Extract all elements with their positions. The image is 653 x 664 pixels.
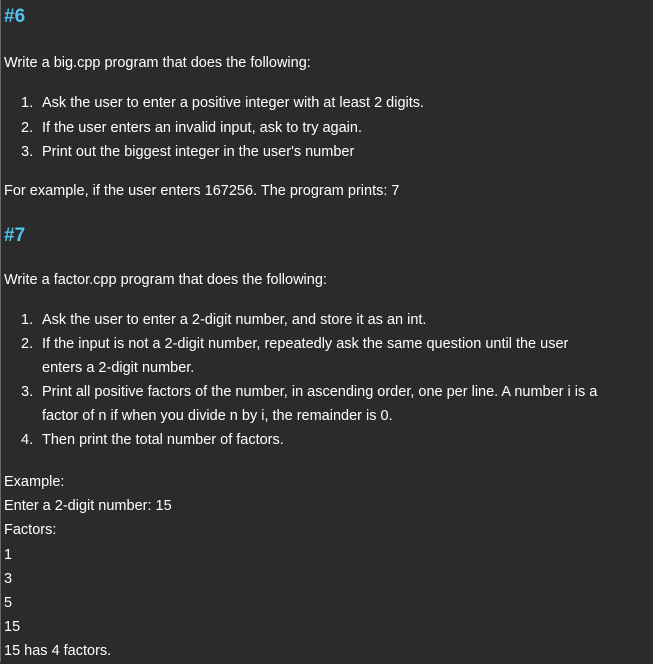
step-text: Ask the user to enter a positive integer with at least 2 digits. [42,95,425,111]
example-line: 15 [4,619,21,636]
question-6-intro: Write a big.cpp program that does the following: [4,55,311,71]
step-text: Print all positive factors of the number, in ascending order, one per line. A number i is a factor of n if when you divide n by i, the remainder is 0. [42,384,598,424]
example-line: Example: [4,474,65,490]
list-item [1,428,601,452]
list-item [1,332,601,380]
step-number: 3. [21,144,34,160]
list-item [1,308,601,332]
step-number: 2. [21,336,34,352]
list-item [1,120,601,145]
step-number: 3. [21,384,34,400]
example-line: 5 [4,595,13,612]
question-7-steps [1,308,601,452]
example-line: 1 [4,546,13,563]
question-6-steps [1,95,601,169]
example-line: Enter a 2-digit number: 15 [4,498,172,515]
step-text: Print out the biggest integer in the user's number [42,144,355,160]
example-line: Factors: [4,522,57,539]
step-number: 1. [21,95,34,111]
step-text: Ask the user to enter a 2-digit number, and store it as an int. [42,312,427,328]
question-6-example: For example, if the user enters 167256. The program prints: 7 [4,183,400,199]
example-line: 3 [4,570,13,587]
step-text: If the input is not a 2-digit number, repeatedly ask the same question until the user enters a 2-digit number. [42,336,569,376]
list-item [1,144,601,169]
example-line: 15 has 4 factors. [4,643,112,660]
step-text: If the user enters an invalid input, ask to try again. [42,119,362,136]
step-number: 2. [21,119,34,136]
question-7-heading: #7 [4,225,26,246]
list-item [1,380,601,428]
step-text: Then print the total number of factors. [42,432,284,448]
question-7-example-output [4,470,172,664]
question-6-heading: #6 [4,6,26,27]
step-number: 1. [21,312,34,328]
list-item [1,95,601,120]
step-number: 4. [21,432,34,448]
question-7-intro: Write a factor.cpp program that does the following: [4,272,327,288]
